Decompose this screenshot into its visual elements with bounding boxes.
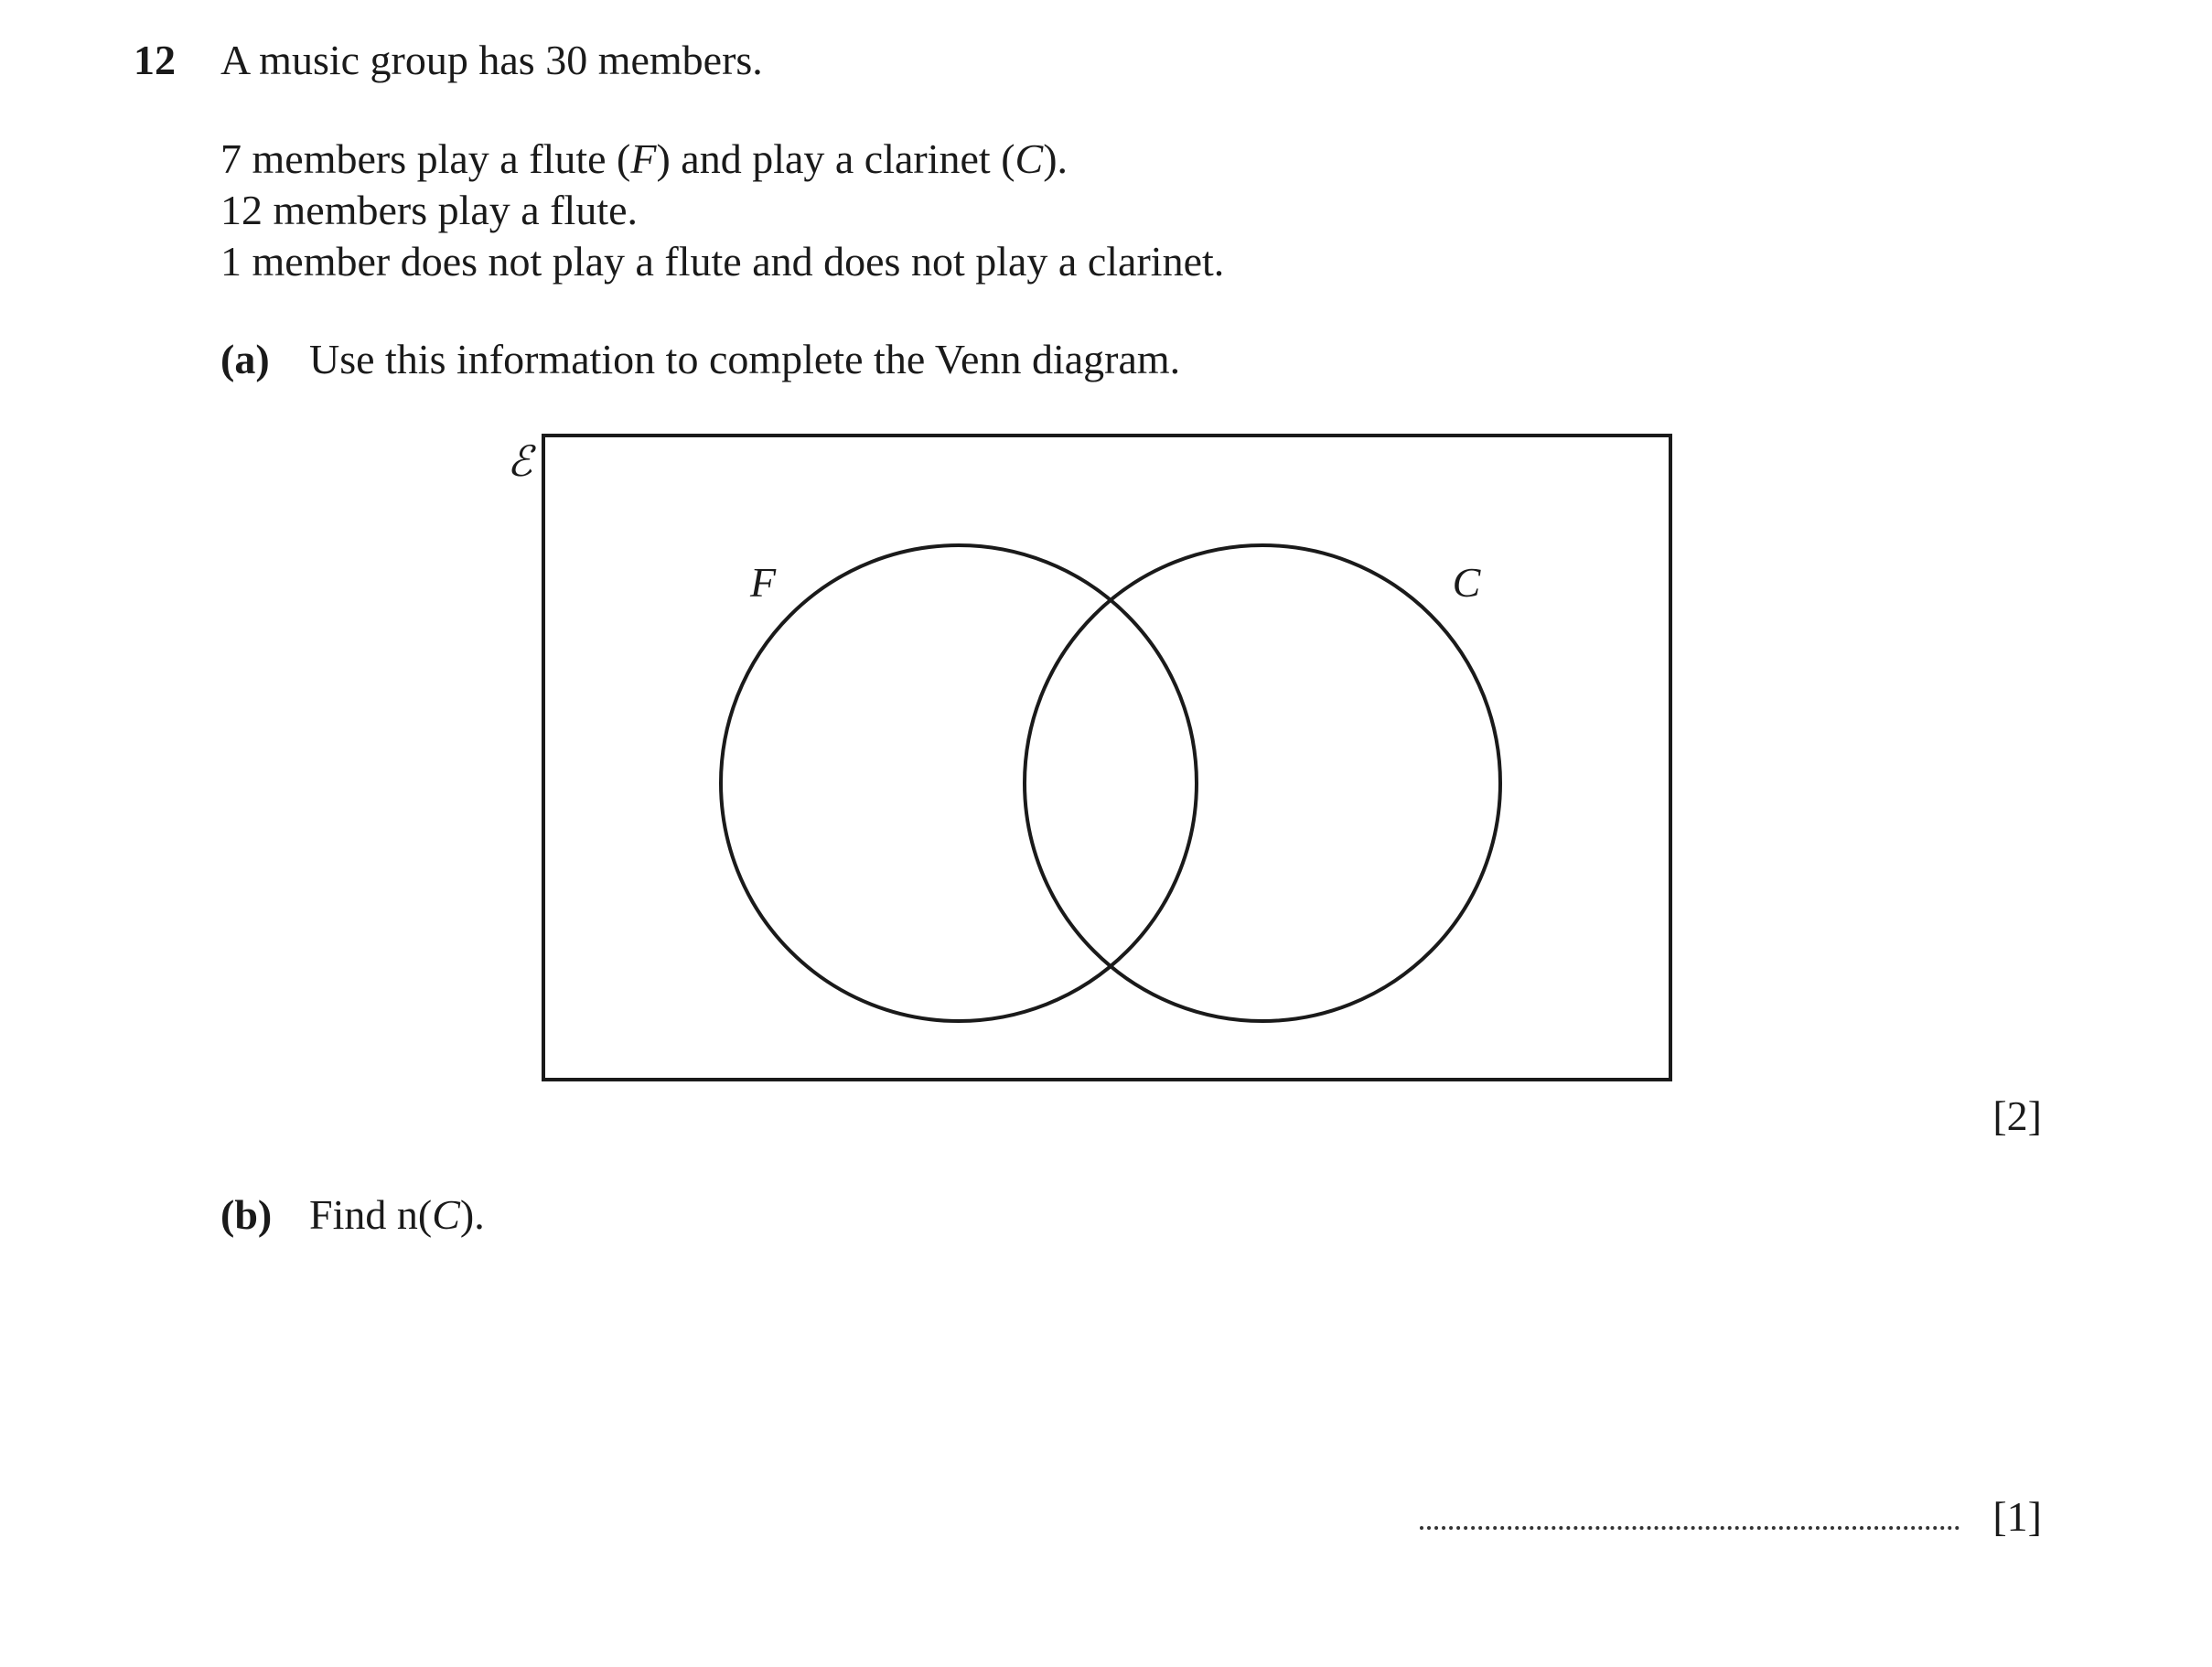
part-b-instruction [309,1189,485,1241]
info-line-flute: 12 members play a flute. [220,187,639,233]
clarinet-symbol: C [432,1191,460,1238]
flute-symbol: F [630,135,657,182]
universal-set-rectangle [543,436,1670,1080]
set-f-label: F [749,559,777,606]
info-line-neither: 1 member does not play a flute and does not play a clarinet. [220,238,1225,285]
part-b-label: (b) [220,1191,273,1238]
part-b-text: ). [459,1191,485,1238]
info-line-text: ) and play a clarinet ( [656,135,1015,182]
part-a-label: (a) [220,336,270,382]
info-line-text: ). [1043,135,1068,182]
clarinet-symbol: C [1015,135,1044,182]
part-b-marks: [1] [1992,1493,2042,1540]
set-c-circle[interactable] [1025,545,1500,1021]
question-number: 12 [134,37,176,83]
set-c-label: C [1452,559,1481,606]
part-a-instruction: Use this information to complete the Venn diagram. [309,336,1181,382]
universal-set-symbol: ℰ [507,438,532,485]
set-f-circle[interactable] [721,545,1197,1021]
answer-line[interactable] [1420,1526,1960,1530]
part-a-marks: [2] [1992,1092,2042,1139]
info-line-text: 7 members play a flute ( [220,135,631,182]
question-intro: A music group has 30 members. [220,37,763,83]
part-b-text: Find n( [309,1191,433,1238]
